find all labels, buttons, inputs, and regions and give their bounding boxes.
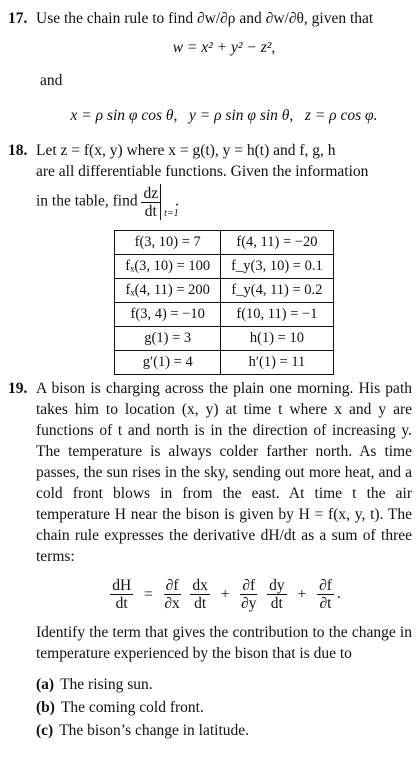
table-row	[115, 231, 333, 255]
part-label: (b)	[36, 699, 55, 716]
plus: +	[220, 586, 230, 603]
table-cell: f_y(3, 10) = 0.1	[221, 255, 334, 279]
frac-dy-dt	[267, 577, 287, 612]
problem-paragraph: A bison is charging across the plain one morning. His path takes him to location (x, y) at time t where x and y are functions of t and north is in the direction of increasing y. The temperature is always colder farther north. As time passes, the sun rises in the sky, sending out more heat, and a cold front blows in from the east. At time t the air temperature H near the bison is given by H = f(x, y, t). The chain rule expresses the derivative dH/dt as a sum of three terms:	[36, 380, 412, 565]
table-row	[115, 255, 333, 279]
table-cell: h′(1) = 11	[221, 351, 334, 375]
part-text: The bison’s change in latitude.	[59, 722, 250, 739]
derivative-dz-dt	[141, 185, 160, 220]
problem-line: Let z = f(x, y) where x = g(t), y = h(t) and f, g, h	[36, 142, 336, 159]
deriv-numerator: dz	[143, 184, 159, 202]
part-text: The rising sun.	[60, 676, 153, 693]
period: .	[175, 192, 179, 210]
num: dy	[269, 577, 285, 594]
frac-df-dt	[317, 577, 334, 612]
table-row	[115, 279, 333, 303]
part-item	[36, 697, 412, 718]
table-cell: f_y(4, 11) = 0.2	[221, 279, 334, 303]
table-cell: fₓ(4, 11) = 200	[115, 279, 221, 303]
equation-spherical: x = ρ sin φ cos θ, y = ρ sin φ sin θ, z = ρ cos φ.	[70, 107, 378, 124]
and-text: and	[40, 72, 63, 89]
table-cell: fₓ(3, 10) = 100	[115, 255, 221, 279]
evaluation-point: t=1	[164, 208, 179, 219]
den: dt	[270, 595, 283, 612]
table-row	[115, 351, 333, 375]
table-cell: g(1) = 3	[115, 327, 221, 351]
table-row	[115, 303, 333, 327]
problem-line: are all differentiable functions. Given the information	[36, 163, 369, 180]
den: dt	[194, 595, 207, 612]
parts-list	[36, 674, 412, 741]
chain-rule-equation	[36, 577, 412, 612]
plus: +	[297, 586, 307, 603]
deriv-denominator: dt	[144, 202, 157, 220]
part-label: (a)	[36, 676, 55, 693]
frac-dH-dt	[110, 577, 133, 612]
part-item	[36, 720, 412, 741]
problem-line: in the table, find	[36, 192, 138, 210]
part-text: The coming cold front.	[60, 699, 204, 716]
num: ∂f	[319, 577, 332, 594]
problem-number: 18.	[8, 142, 28, 159]
problem-19	[8, 378, 412, 743]
den: dt	[115, 595, 128, 612]
table-cell: h(1) = 10	[221, 327, 334, 351]
table-cell: f(10, 11) = −1	[221, 303, 334, 327]
table-cell: f(4, 11) = −20	[221, 231, 334, 255]
problem-17	[8, 8, 412, 126]
frac-df-dy	[240, 577, 257, 612]
table-cell: g′(1) = 4	[115, 351, 221, 375]
question-text: Identify the term that gives the contribution to the change in temperature experienced by the bison that is due to	[36, 624, 412, 662]
num: dx	[192, 577, 208, 594]
table-row	[115, 327, 333, 351]
problem-text: Use the chain rule to find ∂w/∂ρ and ∂w/∂θ, given that	[36, 10, 374, 27]
den: ∂t	[319, 595, 332, 612]
evaluation-bar	[160, 184, 179, 220]
table-cell: f(3, 4) = −10	[115, 303, 221, 327]
num: dH	[112, 577, 132, 594]
den: ∂x	[164, 595, 180, 612]
equals: =	[144, 586, 153, 603]
part-item	[36, 674, 412, 695]
problem-number: 17.	[8, 10, 28, 27]
num: ∂f	[165, 577, 179, 594]
num: ∂f	[242, 577, 256, 594]
part-label: (c)	[36, 722, 54, 739]
problem-18	[8, 140, 412, 375]
info-table	[114, 230, 333, 375]
period: .	[336, 585, 341, 603]
frac-dx-dt	[190, 577, 210, 612]
frac-df-dx	[164, 577, 181, 612]
den: ∂y	[241, 595, 257, 612]
table-cell: f(3, 10) = 7	[115, 231, 221, 255]
equation-w: w = x² + y² − z²,	[172, 39, 276, 56]
problem-number: 19.	[8, 380, 28, 397]
